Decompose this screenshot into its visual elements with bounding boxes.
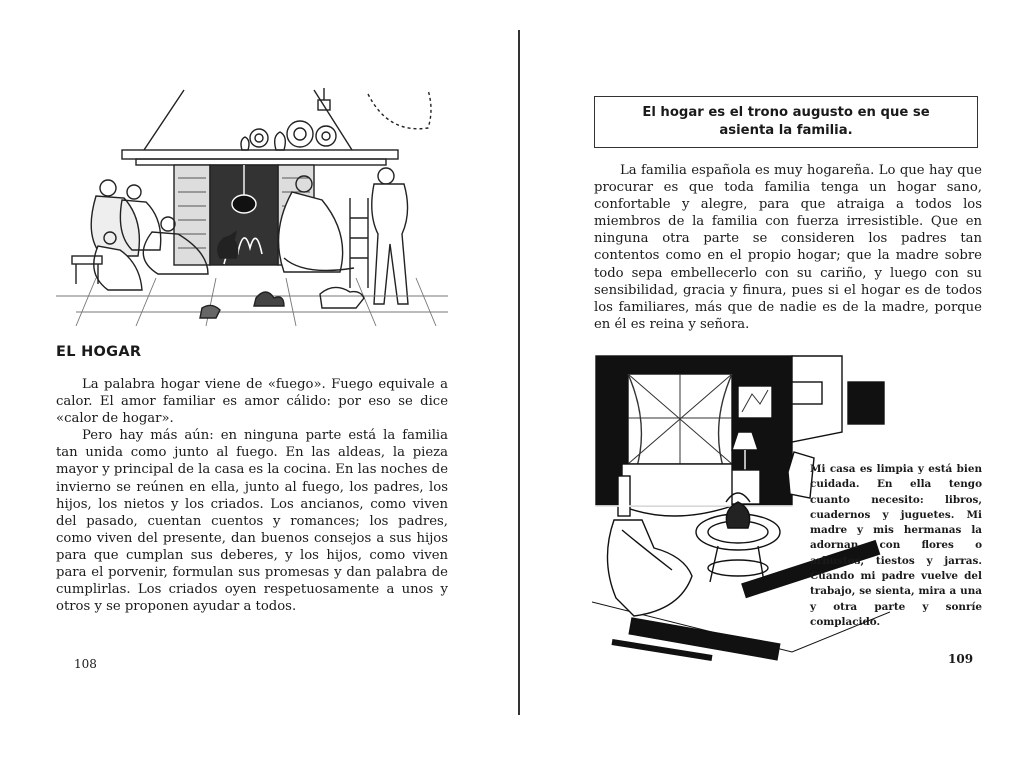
fireplace-family-illustration-icon bbox=[56, 88, 448, 326]
paragraph: Pero hay más aún: en ninguna parte está la familia tan unida como junto al fuego. En las aldeas, la pieza mayor y principal de la casa es la cocina. En las noches de invierno se reúnen en ella, junto al fuego, los padres, los hijos, los nietos y los criados. Los ancianos, como viven del pasado, cuentan cuentos y romances; los padres, como viven del presente, dan buenos consejos a sus hijos para que cumplan sus deberes, y los hijos, como viven para el porvenir, formulan sus promesas y dan palabra de cumplirlas. Los criados oyen respetuosamente a unos y otros y se proponen ayudar a todos. bbox=[56, 428, 448, 615]
page-number-left: 108 bbox=[74, 657, 97, 671]
left-body-text bbox=[56, 376, 448, 615]
page-number-right: 109 bbox=[948, 652, 974, 666]
section-title: EL HOGAR bbox=[56, 344, 142, 360]
paragraph: La familia española es muy hogareña. Lo que hay que procurar es que toda familia tenga un hogar sano, confortable y alegre, para que atraiga a todos los miembros de la familia con fuerza irresistible. Que en ninguna otra parte se consideren los padres tan contentos como en el propio hogar; que la madre sobre todo sepa embellecerlo con su cariño, y luego con su sensibilidad, gracia y finura, pues si el hogar es de todos los familiares, más que de nadie es de la madre, porque en él es reina y señora. bbox=[594, 163, 982, 332]
motto-box bbox=[594, 96, 978, 148]
illustration-caption: Mi casa es limpia y está bien cuidada. En ella tengo cuanto necesito: libros, cuadernos y juguetes. Mi madre y mis hermanas la adornan con flores o arbustos, tiestos y jarras. Cuando mi padre vuelve del trabajo, se sienta, mira a una y otra parte y sonríe complacido. bbox=[810, 463, 982, 628]
right-body-text bbox=[594, 162, 982, 333]
paragraph: La palabra hogar viene de «fuego». Fuego equivale a calor. El amor familiar es amor cálido: por eso se dice «calor de hogar». bbox=[56, 377, 448, 427]
motto-text: El hogar es el trono augusto en que se asienta la familia. bbox=[642, 105, 930, 138]
